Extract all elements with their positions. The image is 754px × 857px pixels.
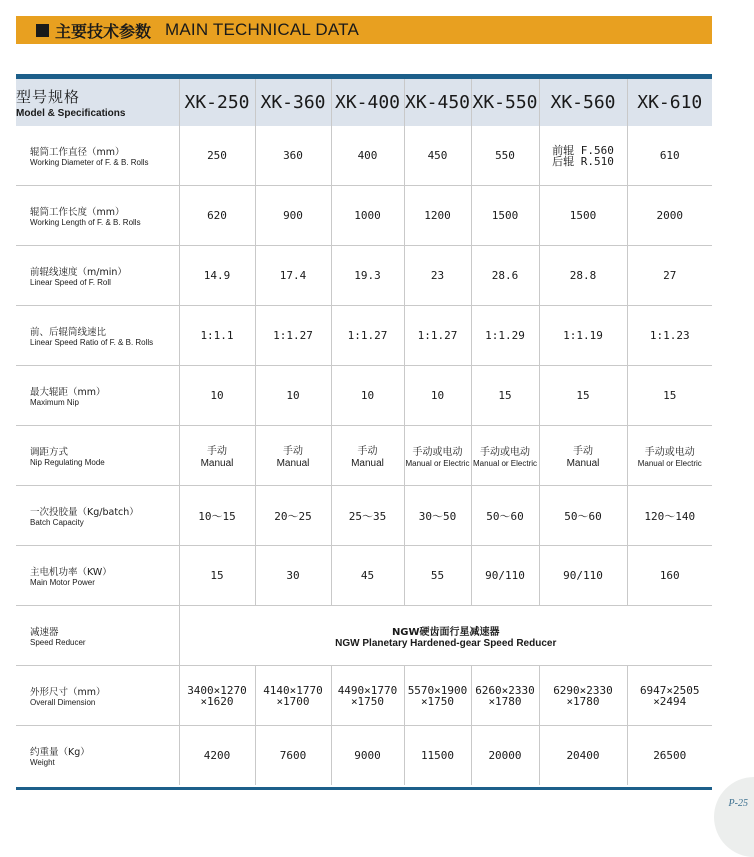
- row-label-en: Working Diameter of F. & B. Rolls: [30, 158, 149, 167]
- model-header: XK-250: [179, 79, 255, 126]
- cell-line: 3400×1270: [187, 683, 247, 697]
- header-label: [16, 79, 179, 126]
- table-cell: 250: [179, 126, 255, 186]
- row-label-en: Speed Reducer: [30, 638, 86, 647]
- table-row-length: [16, 186, 712, 246]
- table-cell: [331, 666, 404, 726]
- reducer-en: NGW Planetary Hardened-gear Speed Reducer: [335, 637, 557, 649]
- table-cell: [627, 426, 712, 486]
- model-header: XK-400: [331, 79, 404, 126]
- model-header: XK-560: [539, 79, 627, 126]
- row-label-cn: 一次投胶量（Kg/batch）: [30, 507, 139, 518]
- cell-line: ×1620: [200, 694, 234, 708]
- table-cell: 28.6: [471, 246, 539, 306]
- row-label: [16, 186, 179, 246]
- cell-en: Manual: [566, 458, 600, 469]
- table-cell: 20000: [471, 726, 539, 786]
- table-cell: 1500: [471, 186, 539, 246]
- table-cell: 45: [331, 546, 404, 606]
- table-cell: 20400: [539, 726, 627, 786]
- table-cell: [471, 426, 539, 486]
- technical-data-table: [16, 79, 712, 785]
- table-row-speed: [16, 246, 712, 306]
- cell-cn: 手动: [573, 446, 593, 457]
- header-row: [16, 79, 712, 126]
- table-row-power: [16, 546, 712, 606]
- row-label-cn: 前辊线速度（m/min）: [30, 267, 127, 278]
- cell-en: Manual: [351, 458, 384, 469]
- row-label: [16, 366, 179, 426]
- row-label-cn: 外形尺寸（mm）: [30, 687, 106, 698]
- row-label: [16, 246, 179, 306]
- row-label: [16, 666, 179, 726]
- table-cell: 20～25: [255, 486, 331, 546]
- table-cell: [255, 666, 331, 726]
- table-row-mode: [16, 426, 712, 486]
- table-cell: 120～140: [627, 486, 712, 546]
- table-cell: 610: [627, 126, 712, 186]
- cell-cn: 手动或电动: [644, 447, 695, 458]
- table-cell: 26500: [627, 726, 712, 786]
- header-label-cn: 型号规格: [16, 88, 81, 106]
- table-cell: 1:1.27: [331, 306, 404, 366]
- table-cell: 550: [471, 126, 539, 186]
- table-row-nip: [16, 366, 712, 426]
- row-label-cn: 辊筒工作长度（mm）: [30, 207, 125, 218]
- cell-line: 6260×2330: [475, 683, 535, 697]
- table-cell: 10: [255, 366, 331, 426]
- page-corner-decoration: [714, 777, 754, 857]
- table-cell: 55: [404, 546, 471, 606]
- table-bottom-rule: [16, 787, 712, 790]
- table-cell: 30: [255, 546, 331, 606]
- table-cell: 360: [255, 126, 331, 186]
- cell-line: ×1700: [276, 694, 310, 708]
- table-cell: [404, 426, 471, 486]
- table-cell: 14.9: [179, 246, 255, 306]
- row-label-en: Overall Dimension: [30, 698, 96, 707]
- table-cell: 1:1.27: [404, 306, 471, 366]
- table-cell: [179, 666, 255, 726]
- table-cell: 15: [471, 366, 539, 426]
- row-label-en: Working Length of F. & B. Rolls: [30, 218, 141, 227]
- table-row-batch: [16, 486, 712, 546]
- table-cell: 2000: [627, 186, 712, 246]
- model-header: XK-550: [471, 79, 539, 126]
- table-cell: 25～35: [331, 486, 404, 546]
- table-cell: 1500: [539, 186, 627, 246]
- row-label-cn: 约重量（Kg）: [30, 747, 90, 758]
- row-label-cn: 最大辊距（mm）: [30, 387, 106, 398]
- table-cell: 15: [627, 366, 712, 426]
- table-cell: 10～15: [179, 486, 255, 546]
- cell-en: Manual or Electric: [472, 459, 538, 468]
- table-cell: 17.4: [255, 246, 331, 306]
- cell-line: ×1780: [566, 694, 600, 708]
- table-cell: 23: [404, 246, 471, 306]
- table-cell: 28.8: [539, 246, 627, 306]
- cell-line: 前辊 F.560: [552, 143, 614, 157]
- row-label-en: Main Motor Power: [30, 578, 95, 587]
- table-row-dimension: [16, 666, 712, 726]
- table-cell: 4200: [179, 726, 255, 786]
- table-cell: 900: [255, 186, 331, 246]
- table-cell: 1:1.19: [539, 306, 627, 366]
- table-cell-span: [179, 606, 712, 666]
- row-label-cn: 调距方式: [30, 447, 69, 458]
- table-cell: [331, 426, 404, 486]
- header-label-en: Model & Specifications: [16, 108, 126, 119]
- cell-line: ×2494: [653, 694, 687, 708]
- reducer-cn: NGW硬齿面行星减速器: [391, 626, 500, 638]
- cell-cn: 手动: [357, 446, 378, 457]
- table-cell: 50～60: [471, 486, 539, 546]
- cell-en: Manual: [200, 458, 234, 469]
- row-label-en: Linear Speed Ratio of F. & B. Rolls: [30, 338, 154, 347]
- row-label-en: Batch Capacity: [30, 518, 84, 527]
- cell-cn: 手动或电动: [480, 447, 530, 458]
- table-cell: 15: [179, 546, 255, 606]
- cell-line: 5570×1900: [407, 683, 468, 697]
- title-en: MAIN TECHNICAL DATA: [165, 20, 359, 39]
- row-label-en: Linear Speed of F. Roll: [30, 278, 111, 287]
- row-label: [16, 426, 179, 486]
- table-cell: 400: [331, 126, 404, 186]
- title-banner: [16, 16, 712, 44]
- table-cell: 7600: [255, 726, 331, 786]
- table-row-diameter: [16, 126, 712, 186]
- title-cn: 主要技术参数: [55, 21, 152, 41]
- row-label-cn: 前、后辊筒线速比: [30, 327, 107, 338]
- page-number: P-25: [728, 798, 748, 809]
- table-row-ratio: [16, 306, 712, 366]
- table-cell: 1:1.29: [471, 306, 539, 366]
- table-cell: 11500: [404, 726, 471, 786]
- table-cell: 9000: [331, 726, 404, 786]
- table-cell: [404, 666, 471, 726]
- cell-line: 4140×1770: [263, 683, 323, 697]
- row-label: [16, 546, 179, 606]
- model-header: XK-450: [404, 79, 471, 126]
- row-label-en: Nip Regulating Mode: [30, 458, 105, 467]
- table-cell: 1:1.27: [255, 306, 331, 366]
- table-cell: 19.3: [331, 246, 404, 306]
- row-label: [16, 306, 179, 366]
- table-cell: 10: [179, 366, 255, 426]
- table-cell: 1000: [331, 186, 404, 246]
- table-cell: 1:1.1: [179, 306, 255, 366]
- table-cell: 450: [404, 126, 471, 186]
- table-cell: 10: [404, 366, 471, 426]
- cell-line: ×1750: [350, 694, 385, 708]
- row-label: [16, 726, 179, 786]
- cell-cn: 手动: [283, 446, 303, 457]
- model-header: XK-610: [627, 79, 712, 126]
- table-cell: 1200: [404, 186, 471, 246]
- cell-en: Manual or Electric: [405, 459, 470, 468]
- table-cell: 90/110: [539, 546, 627, 606]
- row-label-en: Maximum Nip: [30, 398, 79, 407]
- table-cell: [539, 426, 627, 486]
- cell-cn: 手动: [207, 446, 227, 457]
- table-cell: [471, 666, 539, 726]
- row-label: [16, 486, 179, 546]
- cell-en: Manual: [276, 458, 310, 469]
- table-cell: 620: [179, 186, 255, 246]
- cell-line: 后辊 R.510: [552, 154, 614, 168]
- row-label: [16, 126, 179, 186]
- row-label-en: Weight: [30, 758, 55, 767]
- cell-line: 6947×2505: [639, 683, 700, 697]
- row-label-cn: 辊筒工作直径（mm）: [30, 147, 125, 158]
- row-label-cn: 减速器: [30, 627, 59, 638]
- table-cell: 10: [331, 366, 404, 426]
- table-cell: [539, 126, 627, 186]
- cell-line: 4490×1770: [337, 683, 398, 697]
- cell-cn: 手动或电动: [412, 447, 463, 458]
- cell-line: ×1780: [488, 694, 522, 708]
- square-bullet-icon: [36, 24, 49, 37]
- table-row-weight: [16, 726, 712, 786]
- table-cell: [255, 426, 331, 486]
- table-cell: [627, 666, 712, 726]
- table-cell: 27: [627, 246, 712, 306]
- cell-en: Manual or Electric: [637, 459, 702, 468]
- table-cell: 90/110: [471, 546, 539, 606]
- cell-line: 6290×2330: [553, 683, 613, 697]
- table-cell: 30～50: [404, 486, 471, 546]
- table-cell: 15: [539, 366, 627, 426]
- cell-line: ×1750: [420, 694, 455, 708]
- table-cell: [179, 426, 255, 486]
- row-label: [16, 606, 179, 666]
- row-label-cn: 主电机功率（KW）: [30, 567, 112, 578]
- table-cell: 160: [627, 546, 712, 606]
- table-row-reducer: [16, 606, 712, 666]
- table-cell: 1:1.23: [627, 306, 712, 366]
- table-cell: [539, 666, 627, 726]
- model-header: XK-360: [255, 79, 331, 126]
- table-cell: 50～60: [539, 486, 627, 546]
